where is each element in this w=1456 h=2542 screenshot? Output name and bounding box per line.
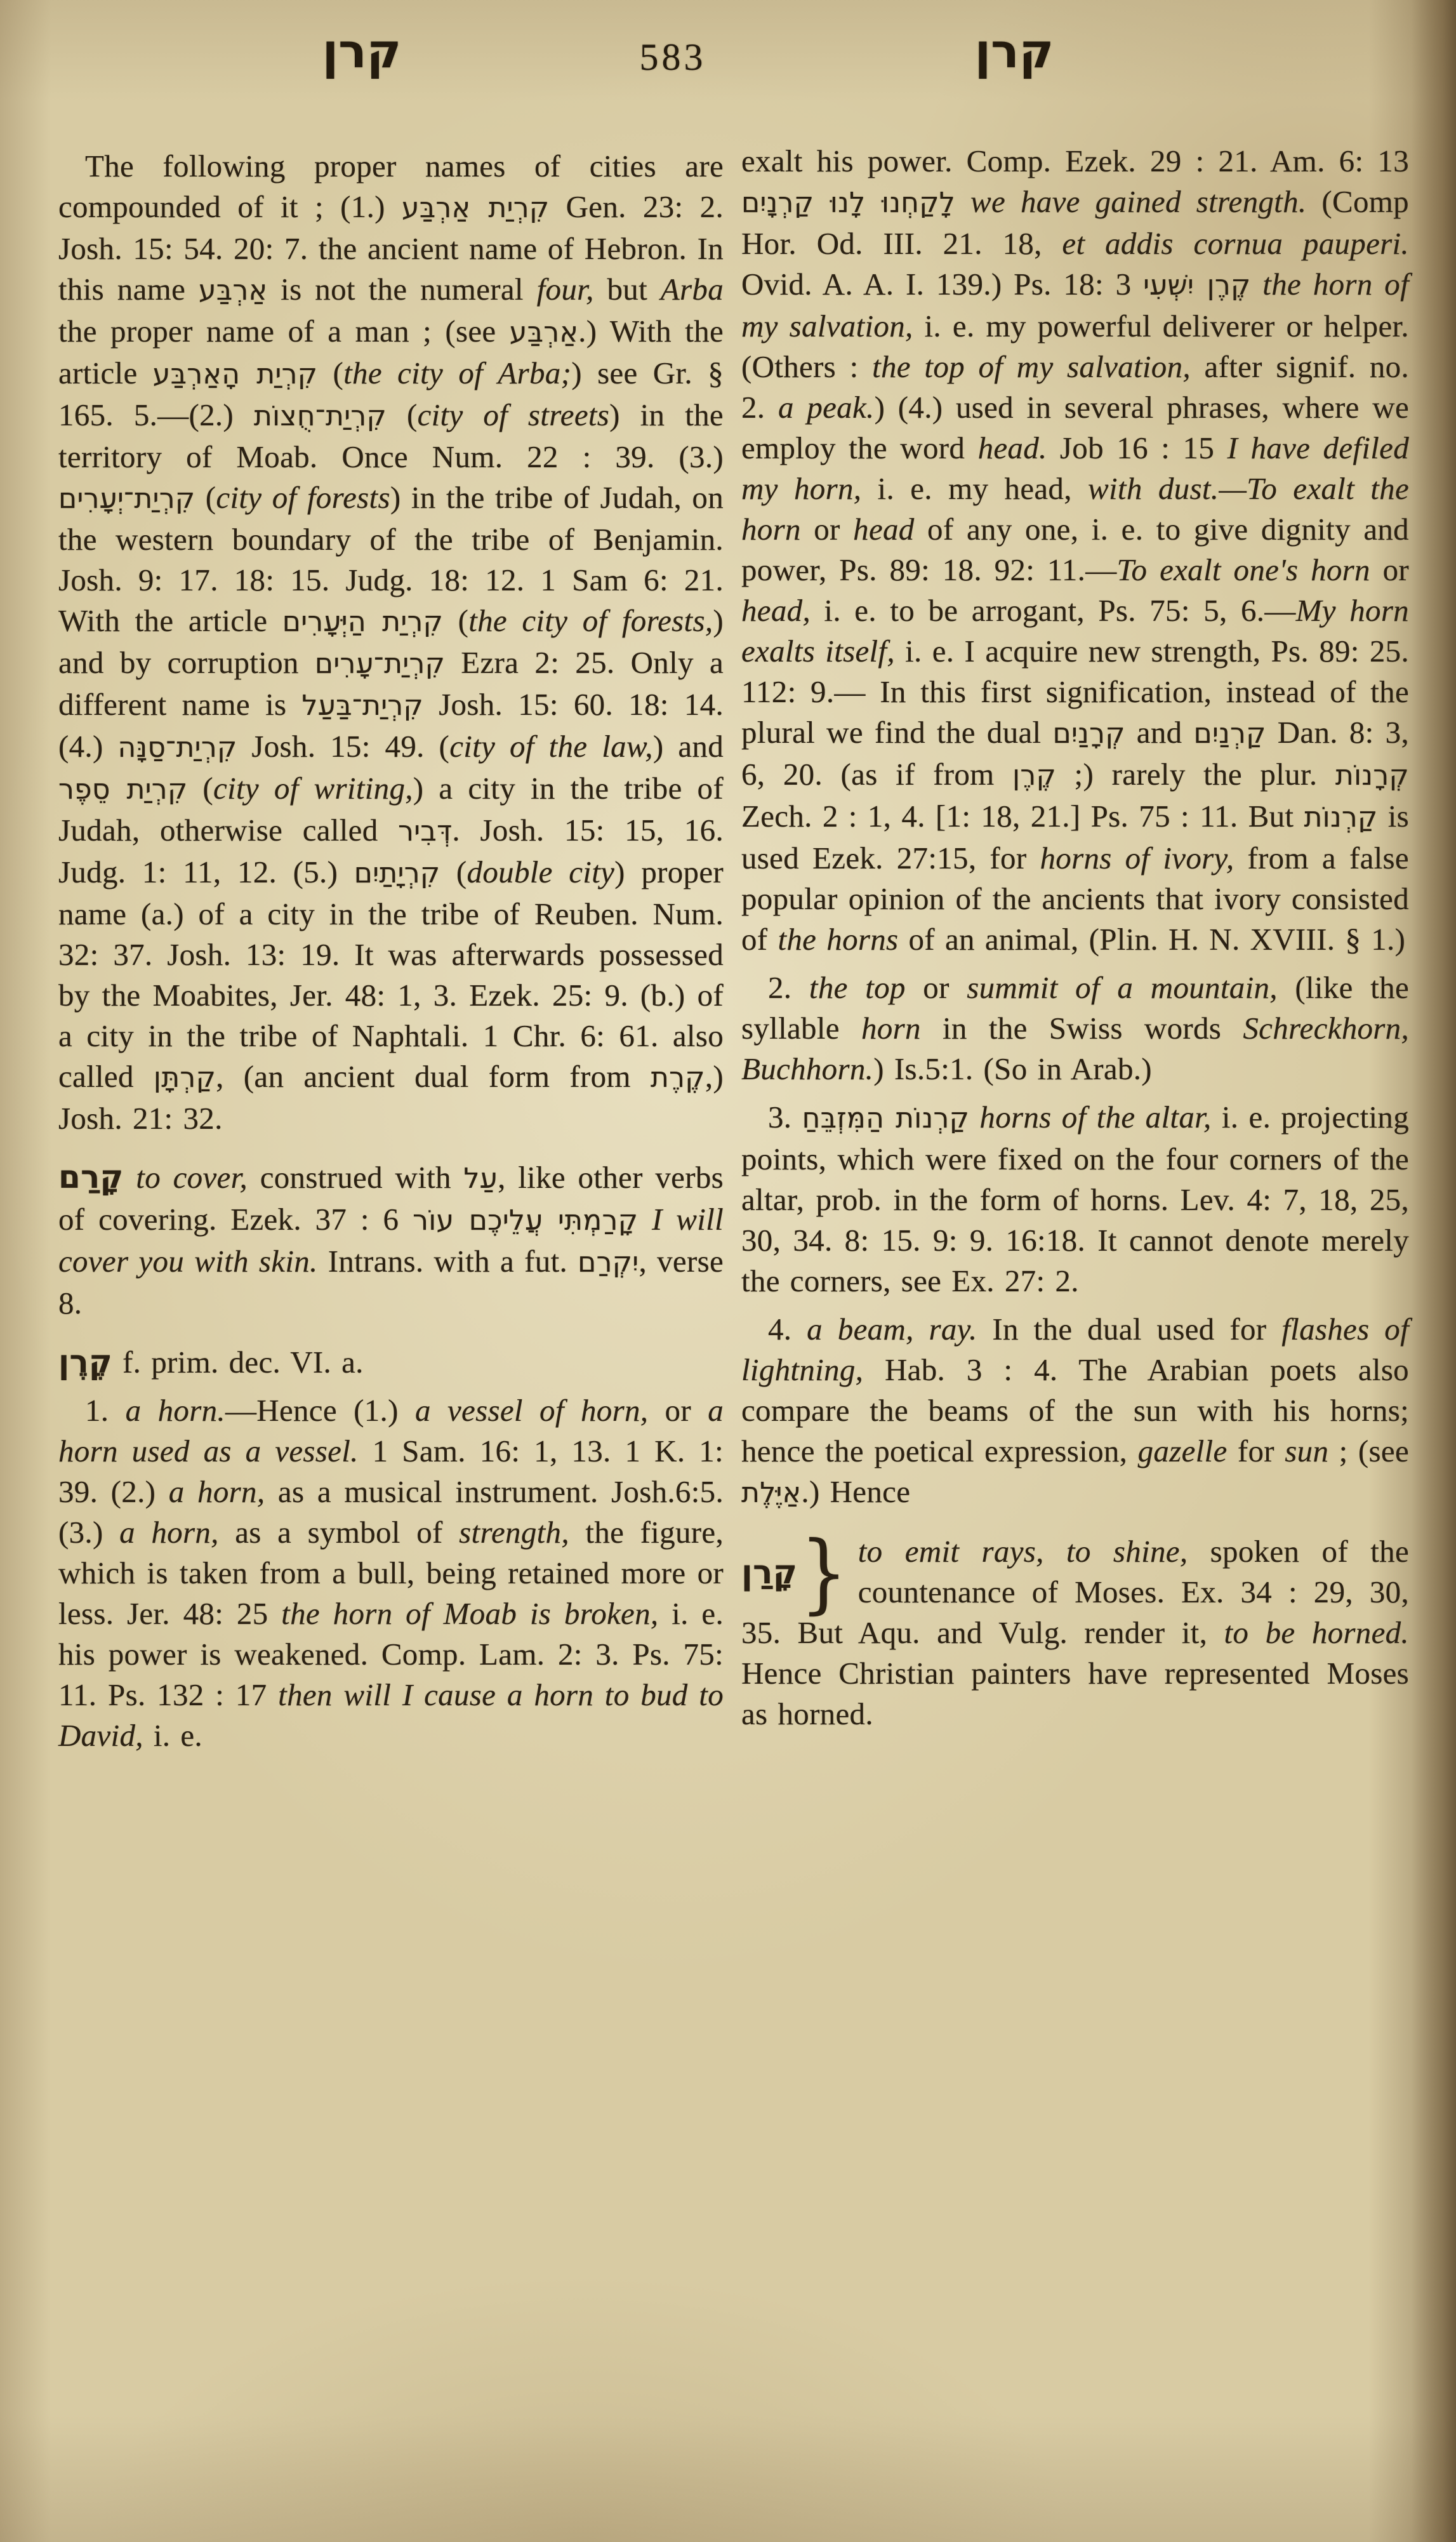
text-run: i. e. my head, (861, 471, 1089, 506)
text-run: double city (467, 855, 615, 889)
hebrew-text: קַרְנַיִם (1193, 717, 1266, 750)
text-run: i. e. my powerful deliverer or helper. (Others : (741, 309, 1409, 384)
text-run: I will cover you with skin. (58, 1202, 724, 1279)
text-run: is used Ezek. 27:15, for (741, 799, 1409, 875)
hebrew-headword-with-brace (741, 1522, 848, 1623)
text-run: ) see Gr. § 165. 5.—(2.) (58, 356, 724, 432)
text-run: a horn, (119, 1515, 219, 1550)
text-run: To exalt one's horn (1116, 552, 1370, 587)
hebrew-text: קְרָנַיִם (1052, 717, 1125, 750)
qeren-sense-1 (58, 1390, 724, 1756)
text-run: Gen. 23: 2. Josh. 15: 54. 20: 7. the ancient name of Hebron. In this name (58, 189, 724, 307)
hebrew-text: קִרְיַת־עָרִים (314, 648, 446, 680)
hebrew-headword: קָרַם (58, 1159, 124, 1195)
text-run: (like the syllable (741, 970, 1409, 1046)
text-run: for (1227, 1434, 1285, 1468)
text-run: . Josh. 15: 15, 16. Judg. 1: 11, 12. (5.) (58, 813, 724, 889)
hebrew-text: אַרְבַּע (198, 274, 268, 307)
text-run: ) proper name (a.) of a city in the tribe of Reuben. Num. 32: 37. Josh. 13: 19. It was afterwards possessed by the Moabites, Jer. 48: 1, 3. Ezek. 25: 9. (b.) of a city in the tribe of Naphtali. 1 Chr. 6: 61. also called (58, 855, 724, 1094)
brace-glyph: } (800, 1522, 848, 1623)
text-run: horn (861, 1011, 921, 1046)
hebrew-headword: קֶרֶן (58, 1343, 112, 1380)
text-run: et addis cornua pauperi. (1062, 226, 1409, 261)
text-run: ) a city in the tribe of Judah, otherwise called (58, 771, 724, 848)
text-run: head. (977, 430, 1047, 465)
hebrew-text: יִקְרַם (578, 1246, 639, 1279)
text-run: head, (741, 593, 811, 628)
qiryah-compound-names-paragraph (58, 146, 724, 1139)
text-run: sun (1285, 1434, 1329, 1468)
text-run: horns of ivory, (1040, 841, 1234, 875)
hebrew-text: קִרְיַת־סַנָּה (117, 731, 237, 764)
text-run: ( (387, 397, 418, 432)
text-run (955, 184, 970, 219)
text-run: a horn used as a vessel. (58, 1393, 724, 1468)
qeren-sense-3 (741, 1097, 1409, 1301)
text-run: to cover, (136, 1160, 248, 1195)
text-run: i. e. projecting points, which were fixed on the four corners of the altar, prob. in the form of horns. Lev. 4: 7, 18, 25, 30, 34. 8: 15. 9: 9. 16:18. It cannot denote merely the corners, see Ex. 27: 2. (741, 1100, 1409, 1298)
text-run: .) Hence (801, 1474, 911, 1509)
text-run: city of writing, (213, 771, 413, 806)
hebrew-text: קַרְנוֹת הַמִּזְבֵּחַ (802, 1102, 970, 1135)
text-run: The following proper names of cities are compounded of it ; (1.) (58, 149, 724, 224)
hebrew-text: קֶרֶן יִשְׁעִי (1143, 269, 1251, 302)
hebrew-text: קִרְיָתַיִם (354, 857, 440, 889)
text-run (1251, 267, 1263, 302)
text-run: flashes of lightning, (741, 1312, 1409, 1387)
text-run: city of the law, (449, 729, 653, 764)
text-run: ) (4.) used in several phrases, where we employ the word (741, 390, 1409, 465)
text-run: then will I cause a horn to bud to David, (58, 1677, 724, 1753)
text-run: f. prim. dec. VI. a. (112, 1345, 364, 1380)
text-run: My horn exalts itself, (741, 593, 1409, 669)
text-run: the city of Arba; (343, 356, 572, 390)
text-run: a peak. (778, 390, 875, 425)
qeren-sense-1-continued (741, 141, 1409, 960)
text-run: ) in the territory of Moab. Once Num. 22 : 39. (3.) (58, 397, 724, 474)
hebrew-text: קִרְיַת סֵפֶר (58, 773, 188, 806)
text-run: ,) Josh. 21: 32. (58, 1059, 724, 1136)
text-run: ( (443, 603, 469, 638)
text-run: spoken of the countenance of Moses. Ex. 34 : 29, 30, 35. But Aqu. and Vulg. render it, (741, 1534, 1409, 1650)
text-run: is not the numeral (267, 272, 537, 307)
hebrew-text: קִרְיַת־יְעָרִים (58, 482, 195, 515)
text-run: i. e. his power is weakened. Comp. Lam. 2: 3. Ps. 75: 11. Ps. 132 : 17 (58, 1596, 724, 1712)
text-run (638, 1202, 652, 1237)
text-run: , like other verbs of covering. Ezek. 37 : 6 (58, 1160, 724, 1237)
qeren-sense-2 (741, 968, 1409, 1089)
hebrew-text: קְרָנוֹת (1335, 759, 1409, 792)
hebrew-text: אַיֶּלֶת (741, 1477, 802, 1509)
hebrew-text: לָקַחְנוּ לָנוּ קַרְנָיִם (741, 187, 956, 219)
text-run: 2. (768, 970, 809, 1005)
hebrew-text: קָרַמְתִּי עֲלֵיכֶם עוֹר (413, 1204, 639, 1237)
text-run: 3. (768, 1100, 802, 1135)
text-run: i. e. I acquire new strength, Ps. 89: 25. 112: 9.— In this first signification, instead of the plural we find the dual (741, 634, 1409, 750)
qeren-sense-4 (741, 1309, 1409, 1514)
text-run: head (853, 512, 915, 547)
text-run: city of streets (417, 397, 610, 432)
text-run: in the Swiss words (920, 1011, 1243, 1046)
text-run: the top of my salvation, (872, 349, 1191, 384)
text-run: gazelle (1137, 1434, 1228, 1468)
text-run: four, (536, 272, 594, 307)
running-head-keyword-left: קרן (322, 24, 402, 79)
hebrew-text: קִרְיַת הַיְּעָרִים (282, 606, 444, 638)
text-run: i. e. to be arrogant, Ps. 75: 5, 6.— (811, 593, 1296, 628)
text-run: from a false popular opinion of the ancients that ivory consisted of (741, 841, 1409, 957)
page-edge-shadow (1412, 0, 1456, 2542)
text-run: ) Is.5:1. (So in Arab.) (873, 1051, 1152, 1086)
text-run: 1. (85, 1393, 126, 1428)
text-run: or (905, 970, 967, 1005)
text-run: Hence Christian painters have represented Moses as horned. (741, 1656, 1409, 1731)
text-run: or (800, 512, 854, 547)
text-run: and (1125, 715, 1194, 750)
text-run: Ovid. A. A. I. 139.) Ps. 18: 3 (741, 267, 1144, 302)
text-run: the top (809, 970, 906, 1005)
text-run: summit of a mountain, (967, 970, 1278, 1005)
text-run: Ezra 2: 25. Only a different name is (58, 645, 724, 722)
text-run: after signif. no. 2. (741, 349, 1409, 425)
hebrew-text: קֶרֶן (1012, 759, 1057, 792)
text-run: the city of forests, (468, 603, 713, 638)
text-run: exalt his power. Comp. Ezek. 29 : 21. Am. 6: 13 (741, 143, 1409, 178)
text-run: Arba (660, 272, 724, 307)
text-run: or (1370, 552, 1410, 587)
text-run: to emit rays, to shine, (857, 1534, 1188, 1569)
text-run: of an animal, (Plin. H. N. XVIII. § 1.) (898, 922, 1406, 957)
text-run (969, 1100, 979, 1135)
text-run: ) and by corruption (58, 603, 724, 680)
right-column (741, 141, 1409, 1734)
text-run: In the dual used for (977, 1312, 1282, 1347)
text-run: Job 16 : 15 (1047, 430, 1228, 465)
text-run: as a symbol of (218, 1515, 460, 1550)
hebrew-text: קַרְנוֹת (1304, 801, 1378, 834)
text-run: a beam, ray. (807, 1312, 977, 1347)
hebrew-text: קִרְיַת הָאַרְבַּע (152, 358, 318, 390)
text-run: —Hence (1.) (225, 1393, 415, 1428)
hebrew-text: קִרְיַת־בַּעַל (301, 689, 424, 722)
text-run: city of forests (216, 480, 390, 515)
text-run: or (648, 1393, 708, 1428)
text-run: the horns (778, 922, 899, 957)
text-run: with dust.—To exalt the horn (741, 471, 1410, 547)
text-run: (Comp Hor. Od. III. 21. 18, (741, 184, 1409, 261)
text-run: horns of the altar, (979, 1100, 1212, 1135)
text-run: the proper name of a man ; (see (58, 314, 510, 349)
text-run: of any one, i. e. to give dignity and power, Ps. 89: 18. 92: 11.— (741, 512, 1409, 587)
hebrew-text: קִרְיַת־חֻצוֹת (253, 400, 387, 432)
text-run: Intrans. with a fut. (317, 1244, 578, 1279)
hebrew-text: אַרְבַּע (509, 316, 579, 349)
entry-qaran (741, 1522, 1409, 1734)
hebrew-text: קֶרֶת (650, 1061, 705, 1094)
text-run: ( (187, 771, 214, 806)
text-run: i. e. (143, 1718, 202, 1753)
text-run (124, 1160, 136, 1195)
hebrew-text: דְּבִיר (398, 815, 453, 848)
text-run: ( (317, 356, 344, 390)
text-run: a horn, (168, 1474, 265, 1509)
hebrew-text: קִרְיַת אַרְבַּע (401, 192, 550, 224)
text-run: a vessel of horn, (414, 1393, 649, 1428)
text-run: Josh. 15: 49. ( (237, 729, 450, 764)
text-run: ; (see (1328, 1434, 1409, 1468)
text-run: to be horned. (1224, 1615, 1409, 1650)
text-run: a horn. (125, 1393, 225, 1428)
text-run: Schreckhorn, Buchhorn. (741, 1011, 1410, 1086)
text-run: strength, (459, 1515, 569, 1550)
text-run: as a musical instrument. Josh.6:5. (3.) (58, 1474, 724, 1550)
text-run: the horn of my salvation, (741, 267, 1409, 343)
hebrew-headword: קָרַן (741, 1554, 798, 1592)
text-run: ( (195, 480, 216, 515)
text-run: ) in the tribe of Judah, on the western boundary of the tribe of Benjamin. Josh. 9: 17. 18: 15. Judg. 18: 12. 1 Sam 6: 21. With the article (58, 480, 724, 638)
text-run: Hab. 3 : 4. The Arabian poets also compare the beams of the sun with his horns; hence the poetical expression, (741, 1352, 1409, 1468)
entry-qaram (58, 1157, 724, 1324)
text-run: Zech. 2 : 1, 4. [1: 18, 21.] Ps. 75 : 11. But (741, 799, 1304, 834)
text-run: Josh. 15: 60. 18: 14. (4.) (58, 687, 724, 764)
text-run: construed with (248, 1160, 464, 1195)
text-run: 4. (768, 1312, 807, 1347)
text-run: ;) rarely the plur. (1056, 757, 1335, 792)
entry-qeren (58, 1341, 724, 1383)
text-run: I have defiled my horn, (741, 430, 1409, 506)
text-run: Dan. 8: 3, 6, 20. (as if from (741, 715, 1409, 792)
page-number: 583 (639, 36, 706, 78)
text-run: .) With the article (58, 314, 724, 390)
hebrew-text: קַרְתָּן (153, 1061, 216, 1094)
running-head-keyword-right: קרן (974, 24, 1054, 79)
text-run: ( (440, 855, 467, 889)
text-run: the horn of Moab is broken, (281, 1596, 659, 1631)
hebrew-text: עַל (463, 1162, 498, 1195)
text-run: 1 Sam. 16: 1, 13. 1 K. 1: 39. (2.) (58, 1434, 724, 1509)
text-run: the figure, which is taken from a bull, being retained more or less. Jer. 48: 25 (58, 1515, 724, 1631)
text-run: but (593, 272, 661, 307)
left-column (58, 146, 724, 1756)
text-run: , verse 8. (58, 1244, 724, 1321)
text-run: ) and (652, 729, 724, 764)
text-run: we have gained strength. (970, 184, 1307, 219)
text-run: , (an ancient dual form from (216, 1059, 651, 1094)
